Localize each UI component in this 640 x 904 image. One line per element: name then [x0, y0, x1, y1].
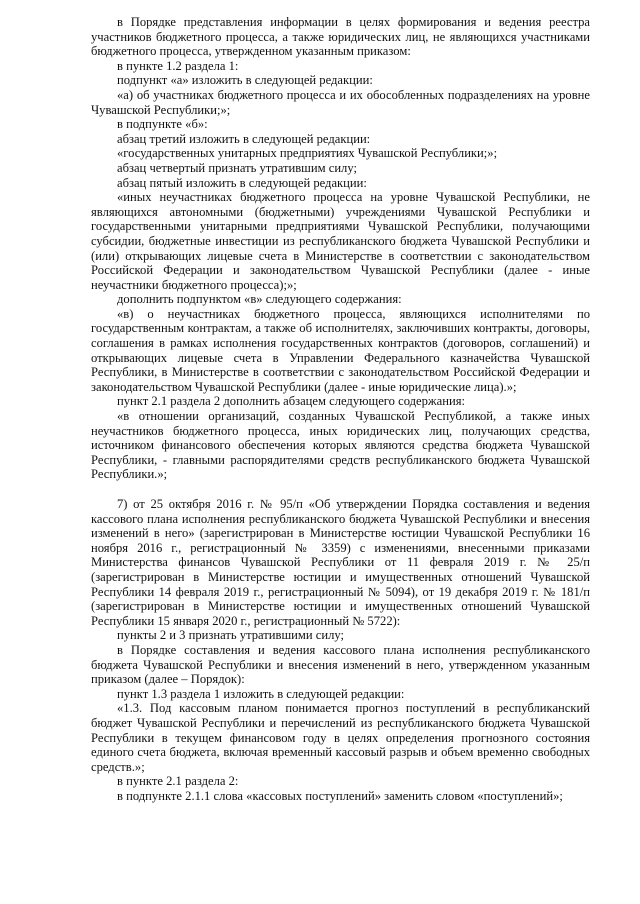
paragraph: «а) об участниках бюджетного процесса и их обособленных подразделениях на уровне Чувашской Республики;»; — [91, 87, 590, 117]
paragraph: дополнить подпунктом «в» следующего содержания: — [117, 292, 402, 307]
paragraph: «иных неучастниках бюджетного процесса на уровне Чувашской Республики, не являющихся автономными (бюджетными) учреждениями Чувашской Республики и государственными унитарными предприятиями Чувашской Республики, получающими субсидии, бюджетные инвестиции из республиканского бюджета Чувашской Республики и (или) открывающих лицевые счета в Министерстве в соответствии с законодательством Российской Федерации и законодательством Чувашской Республики (далее - иные неучастники бюджетного процесса);»; — [91, 190, 590, 292]
paragraph: пункты 2 и 3 признать утратившими силу; — [117, 628, 345, 643]
paragraph: «в отношении организаций, созданных Чувашской Республикой, а также иных неучастников бюджетного процесса, иных юридических лиц, получающих средства, источником финансового обеспечения которых являются средства бюджета Чувашской Республики, - главными распорядителями средств республиканского бюджета Чувашской Республики.»; — [91, 409, 590, 482]
paragraph: «1.3. Под кассовым планом понимается прогноз поступлений в республиканский бюджет Чувашской Республики и перечислений из республиканского бюджета Чувашской Республики в текущем финансовом году в целях определения прогнозного состояния единого счета бюджета, включая временный кассовый разрыв и объем временно свободных средств.»; — [91, 701, 590, 774]
paragraph-gap — [91, 482, 590, 497]
paragraph: «государственных унитарных предприятиях Чувашской Республики;»; — [117, 146, 498, 161]
paragraph: в подпункте 2.1.1 слова «кассовых поступлений» заменить словом «поступлений»; — [117, 788, 563, 803]
paragraph: пункт 2.1 раздела 2 дополнить абзацем следующего содержания: — [117, 394, 465, 409]
document-body — [91, 15, 590, 803]
paragraph: в подпункте «б»: — [117, 117, 208, 132]
paragraph: абзац четвертый признать утратившим силу; — [117, 160, 357, 175]
paragraph: в пункте 1.2 раздела 1: — [117, 58, 239, 73]
paragraph: 7) от 25 октября 2016 г. № 95/п «Об утверждении Порядка составления и ведения кассового плана исполнения республиканского бюджета Чувашской Республики и внесения изменений в него» (зарегистрирован в Министерстве юстиции Чувашской Республики 16 ноября 2016 г., регистрационный № 3359) с изменениями, внесенными приказами Министерства финансов Чувашской Республики от 11 февраля 2019 г. № 25/п (зарегистрирован в Министерстве юстиции и имущественных отношений Чувашской Республики 14 февраля 2019 г., регистрационный № 5094), от 19 декабря 2019 г. № 181/п (зарегистрирован в Министерстве юстиции и имущественных отношений Чувашской Республики 15 января 2020 г., регистрационный № 5722): — [91, 497, 590, 628]
paragraph: в пункте 2.1 раздела 2: — [117, 774, 239, 789]
paragraph: пункт 1.3 раздела 1 изложить в следующей редакции: — [117, 686, 405, 701]
paragraph: абзац третий изложить в следующей редакции: — [117, 131, 371, 146]
paragraph: абзац пятый изложить в следующей редакции: — [117, 175, 367, 190]
paragraph: в Порядке представления информации в целях формирования и ведения реестра участников бюджетного процесса, а также юридических лиц, не являющихся участниками бюджетного процесса, утвержденном указанным приказом: — [91, 15, 590, 59]
paragraph: «в) о неучастниках бюджетного процесса, являющихся исполнителями по государственным контрактам, а также об исполнителях, заключивших контракты, договоры, соглашения в рамках исполнения государственных контрактов (договоров, соглашений) и открывающих лицевые счета в Управлении Федерального казначейства Чувашской Республики, в Министерстве в соответствии с законодательством Российской Федерации и законодательством Чувашской Республики (далее - иные юридические лица).»; — [91, 306, 590, 394]
paragraph: подпункт «а» изложить в следующей редакции: — [117, 73, 373, 88]
paragraph: в Порядке составления и ведения кассового плана исполнения республиканского бюджета Чувашской Республики и внесения изменений в него, утвержденном указанным приказом (далее – Порядок): — [91, 642, 590, 687]
